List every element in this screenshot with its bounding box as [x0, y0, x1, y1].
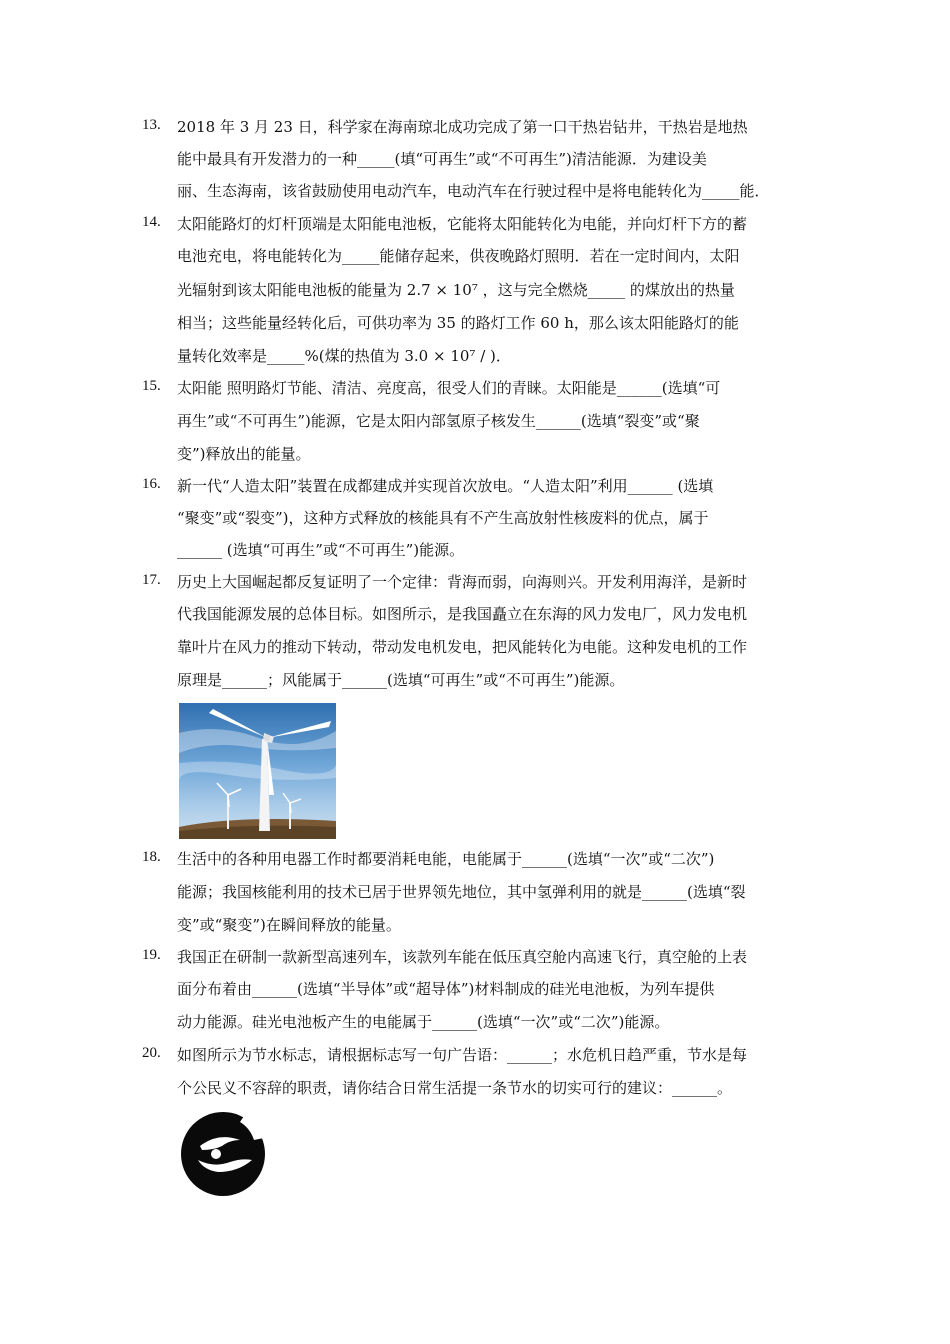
question-text-line: 量转化效率是_____%(煤的热值为 3.0 × 10⁷ / )． — [177, 347, 511, 365]
question-text-line: 相当；这些能量经转化后，可供功率为 35 的路灯工作 60 h，那么该太阳能路灯的能 — [177, 314, 739, 332]
question-text-line: 原理是______；风能属于______(选填“可再生”或“不可再生”)能源。 — [177, 671, 625, 689]
question-text-line: 2018 年 3 月 23 日，科学家在海南琼北成功完成了第一口干热岩钻井，干热岩是地热 — [177, 118, 748, 136]
water-saving-logo-image — [178, 1110, 268, 1198]
question-text-line: 靠叶片在风力的推动下转动，带动发电机发电，把风能转化为电能。这种发电机的工作 — [177, 638, 748, 656]
question-text-line: 变”或“聚变”)在瞬间释放的能量。 — [177, 916, 401, 934]
wind-turbine-image — [179, 703, 336, 839]
question-text-line: 能中最具有开发潜力的一种_____(填“可再生”或“不可再生”)清洁能源．为建设美 — [177, 150, 707, 168]
question-text-line: 电池充电，将电能转化为_____能储存起来，供夜晚路灯照明．若在一定时间内，太阳 — [177, 247, 740, 265]
question-text-line: 光辐射到该太阳能电池板的能量为 2.7 × 10⁷ ，这与完全燃烧_____ 的煤放出的热量 — [177, 281, 735, 299]
question-text-line: 丽、生态海南，该省鼓励使用电动汽车，电动汽车在行驶过程中是将电能转化为_____能． — [177, 182, 770, 200]
question-number: 19. — [142, 947, 161, 963]
question-text-line: 面分布着由______(选填“半导体”或“超导体”)材料制成的硅光电池板，为列车提供 — [177, 980, 715, 998]
question-number: 15. — [142, 378, 161, 394]
question-text-line: 代我国能源发展的总体目标。如图所示，是我国矗立在东海的风力发电厂，风力发电机 — [177, 605, 748, 623]
question-text-line: 我国正在研制一款新型高速列车，该款列车能在低压真空舱内高速飞行，真空舱的上表 — [177, 948, 748, 966]
question-text-line: 个公民义不容辞的职责，请你结合日常生活提一条节水的切实可行的建议：______。 — [177, 1079, 733, 1097]
question-number: 17. — [142, 572, 161, 588]
question-number: 16. — [142, 476, 161, 492]
question-text-line: 动力能源。硅光电池板产生的电能属于______(选填“一次”或“二次”)能源。 — [177, 1013, 670, 1031]
question-number: 20. — [142, 1045, 161, 1061]
question-number: 14. — [142, 214, 161, 230]
question-text-line: 太阳能路灯的灯杆顶端是太阳能电池板，它能将太阳能转化为电能，并向灯杆下方的蓄 — [177, 215, 748, 233]
question-text-line: 再生”或“不可再生”)能源，它是太阳内部氢原子核发生______(选填“裂变”或“聚 — [177, 412, 700, 430]
question-text-line: 生活中的各种用电器工作时都要消耗电能，电能属于______(选填“一次”或“二次”) — [177, 850, 715, 868]
question-text-line: 历史上大国崛起都反复证明了一个定律：背海而弱，向海则兴。开发利用海洋，是新时 — [177, 573, 748, 591]
question-number: 13. — [142, 117, 161, 133]
question-text-line: 如图所示为节水标志，请根据标志写一句广告语：______；水危机日趋严重，节水是每 — [177, 1046, 748, 1064]
question-text-line: 新一代“人造太阳”装置在成都建成并实现首次放电。“人造太阳”利用______ (选填 — [177, 477, 714, 495]
question-text-line: 变”)释放出的能量。 — [177, 445, 311, 463]
question-text-line: “聚变”或“裂变”)，这种方式释放的核能具有不产生高放射性核废料的优点，属于 — [177, 509, 709, 527]
question-text-line: 能源；我国核能利用的技术已居于世界领先地位，其中氢弹利用的就是______(选填“裂 — [177, 883, 746, 901]
question-text-line: 太阳能 照明路灯节能、清洁、亮度高，很受人们的青睐。太阳能是______(选填“可 — [177, 379, 721, 397]
question-text-line: ______ (选填“可再生”或“不可再生”)能源。 — [177, 541, 465, 559]
question-number: 18. — [142, 849, 161, 865]
